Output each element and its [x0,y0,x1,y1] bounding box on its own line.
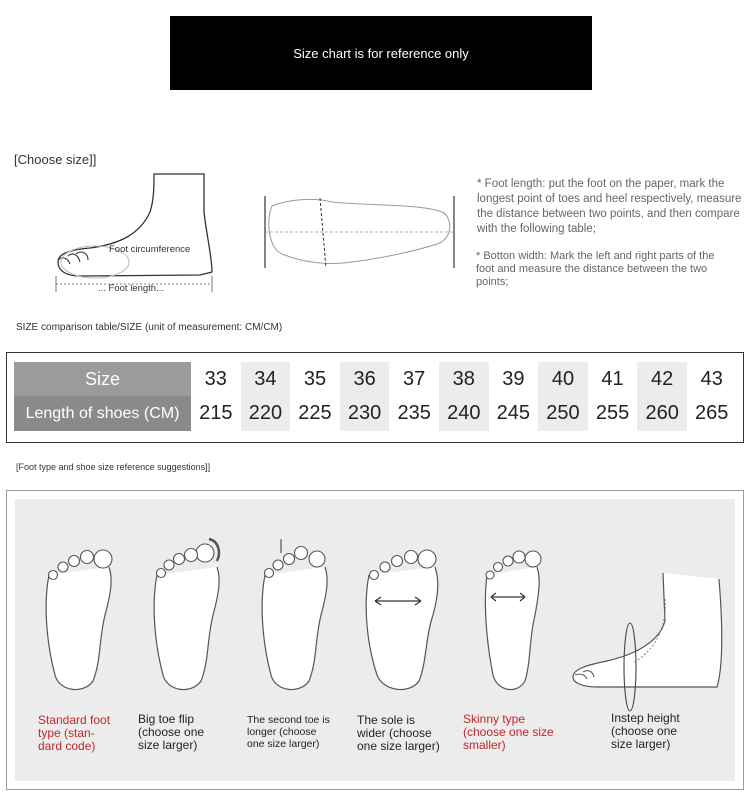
size-cell: 35 [290,362,340,396]
size-cell: 41 [588,362,638,396]
size-cell: 42 [637,362,687,396]
size-row-header: Size [14,362,191,396]
reference-banner [170,16,592,90]
choose-size-heading: [Choose size]] [14,152,97,167]
size-cell: 33 [191,362,241,396]
foot-type-caption: [Foot type and shoe size reference suggestions]] [16,462,211,472]
size-cell: 39 [489,362,539,396]
size-cell: 34 [241,362,291,396]
length-cell: 235 [389,396,439,431]
foot-type-panel [6,490,744,790]
top-foot-diagram [262,192,457,272]
length-row-header: Length of shoes (CM) [14,396,191,431]
length-cell: 255 [588,396,638,431]
foot-circumference-label: Foot circumference [109,244,191,255]
length-row [14,396,737,431]
size-cell: 37 [389,362,439,396]
big-toe-flip-foot-icon [147,529,227,695]
size-row [14,362,737,396]
size-cell: 43 [687,362,737,396]
length-cell: 230 [340,396,390,431]
long-second-toe-foot-icon [255,533,335,695]
instep-foot-icon [567,569,727,699]
standard-foot-label: Standard foot type (stan- dard code) [38,713,111,753]
length-cell: 265 [687,396,737,431]
length-cell: 240 [439,396,489,431]
wide-sole-foot-icon [361,535,445,695]
skinny-foot-icon [477,535,549,695]
size-table [14,362,737,431]
big-toe-flip-label: Big toe flip (choose one size larger) [138,712,205,752]
size-cell: 36 [340,362,390,396]
banner-text: Size chart is for reference only [293,45,469,61]
length-cell: 225 [290,396,340,431]
foot-length-label: ... Foot length... [98,283,165,294]
size-table-caption: SIZE comparison table/SIZE (unit of measurement: CM/CM) [16,322,283,333]
length-cell: 215 [191,396,241,431]
size-cell: 38 [439,362,489,396]
standard-foot-icon [39,535,119,695]
bottom-width-note: * Botton width: Mark the left and right parts of the foot and measure the distance between the two points; [476,250,715,288]
foot-type-background [15,499,735,781]
length-cell: 250 [538,396,588,431]
size-table-frame [6,352,744,443]
length-cell: 220 [241,396,291,431]
length-cell: 245 [489,396,539,431]
foot-length-note: * Foot length: put the foot on the paper, mark the longest point of toes and heel respectively, measure the distance between two points, and then compare with the following table; [477,178,742,235]
length-cell: 260 [637,396,687,431]
skinny-type-label: Skinny type (choose one size smaller) [463,712,554,752]
wide-sole-label: The sole is wider (choose one size larger) [357,713,440,753]
instep-height-label: Instep height (choose one size larger) [611,711,680,751]
side-foot-diagram [50,172,220,297]
size-cell: 40 [538,362,588,396]
long-second-toe-label: The second toe is longer (choose one size larger) [247,714,330,750]
